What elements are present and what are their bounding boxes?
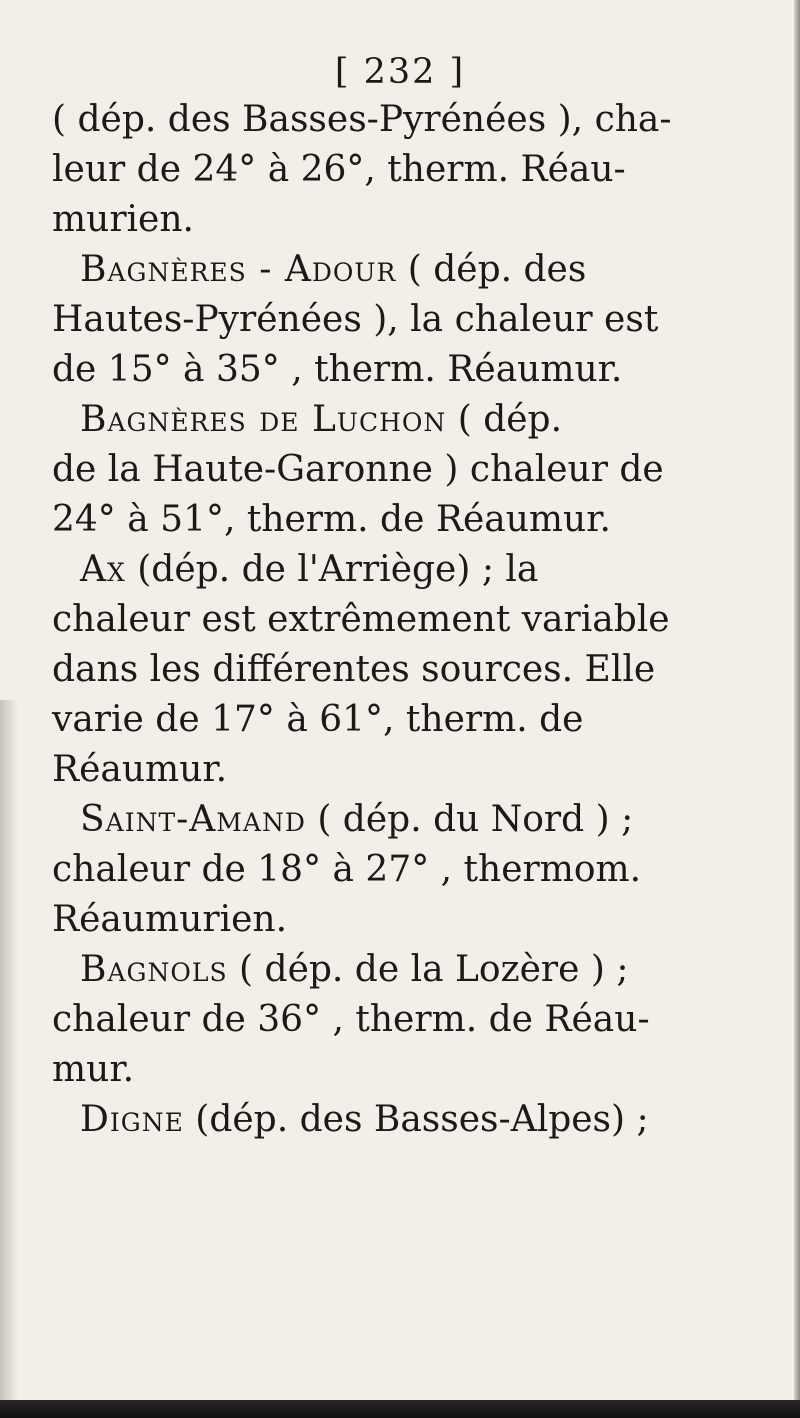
text-line	[52, 145, 792, 195]
text-line	[52, 345, 792, 395]
text-line	[52, 295, 792, 345]
text-line	[52, 745, 792, 795]
page-edge	[794, 0, 800, 1418]
text-line	[52, 395, 792, 445]
text-line	[52, 845, 792, 895]
text-segment: dans les différentes sources. Elle	[52, 649, 656, 690]
scan-bottom-edge	[0, 1400, 800, 1418]
place-name: Bagnères de Luchon	[80, 399, 447, 440]
text-segment: de 15° à 35° , therm. Réaumur.	[52, 349, 623, 390]
text-line	[52, 1045, 792, 1095]
text-segment: chaleur est extrêmement variable	[52, 599, 670, 640]
text-segment: 24° à 51°, therm. de Réaumur.	[52, 499, 611, 540]
body-text	[52, 95, 792, 1145]
text-line	[52, 795, 792, 845]
text-segment: varie de 17° à 61°, therm. de	[52, 699, 584, 740]
text-line	[52, 195, 792, 245]
text-line	[52, 95, 792, 145]
place-name: Ax	[80, 549, 126, 590]
text-line	[52, 1095, 792, 1145]
text-line	[52, 445, 792, 495]
text-segment: (dép. des Basses-Alpes) ;	[183, 1099, 649, 1140]
text-line	[52, 245, 792, 295]
text-segment: leur de 24° à 26°, therm. Réau-	[52, 149, 626, 190]
text-segment: ( dép. de la Lozère ) ;	[227, 949, 629, 990]
text-line	[52, 545, 792, 595]
text-segment: Hautes-Pyrénées ), la chaleur est	[52, 299, 659, 340]
place-name: Digne	[80, 1099, 184, 1140]
place-name: Bagnères - Adour	[80, 249, 397, 290]
text-segment: ( dép. des	[396, 249, 587, 290]
text-segment: murien.	[52, 199, 194, 240]
text-line	[52, 595, 792, 645]
text-segment: chaleur de 36° , therm. de Réau-	[52, 999, 650, 1040]
text-segment: ( dép. des Basses-Pyrénées ), cha-	[52, 99, 672, 140]
place-name: Saint-Amand	[80, 799, 306, 840]
text-line	[52, 645, 792, 695]
text-segment: de la Haute-Garonne ) chaleur de	[52, 449, 664, 490]
text-line	[52, 495, 792, 545]
text-line	[52, 895, 792, 945]
gutter-shadow	[0, 700, 18, 1400]
text-segment: chaleur de 18° à 27° , thermom.	[52, 849, 642, 890]
page-number: [ 232 ]	[334, 52, 466, 92]
text-segment: (dép. de l'Arriège) ; la	[125, 549, 539, 590]
text-segment: ( dép. du Nord ) ;	[305, 799, 634, 840]
text-segment: Réaumurien.	[52, 899, 288, 940]
text-line	[52, 995, 792, 1045]
text-segment: ( dép.	[446, 399, 563, 440]
place-name: Bagnols	[80, 949, 228, 990]
text-line	[52, 945, 792, 995]
text-segment: Réaumur.	[52, 749, 228, 790]
text-line	[52, 695, 792, 745]
text-segment: mur.	[52, 1049, 135, 1090]
